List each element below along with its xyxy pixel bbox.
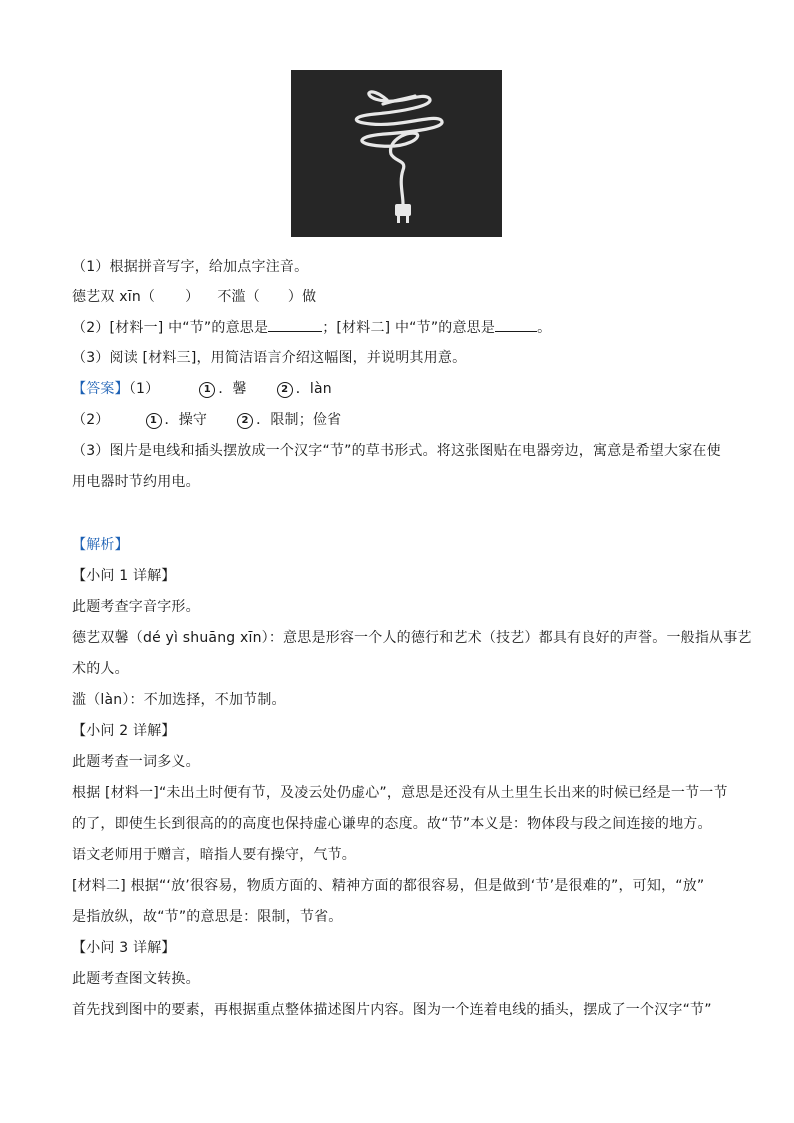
answer-3-line-1: （3）图片是电线和插头摆放成一个汉字“节”的草书形式。将这张图贴在电器旁边，寓意是希望大家在使	[72, 443, 721, 459]
analysis-text: [材料二] 根据“‘放’很容易，物质方面的、精神方面的都很容易，但是做到‘节’是很难的”，可知，“放”	[72, 878, 705, 894]
analysis-text: 德艺双馨（dé yì shuāng xīn）：意思是形容一个人的德行和艺术（技艺）都具有良好的声誉。一般指从事艺	[72, 630, 752, 646]
q1-item-2-prefix: 不滥（	[217, 289, 260, 305]
circled-number-2: 2	[277, 382, 293, 398]
q2-blank-2[interactable]	[495, 317, 537, 332]
analysis-text: 滥（làn）：不加选择，不加节制。	[72, 692, 286, 708]
analysis-text: 是指放纵，故“节”的意思是：限制，节省。	[72, 909, 343, 925]
analysis-label: 【解析】	[72, 537, 129, 553]
circled-number-1: 1	[146, 413, 162, 429]
answer-2-value-1: ．操守	[164, 412, 208, 428]
analysis-text: 此题考查一词多义。	[72, 754, 200, 770]
q1-item-2-suffix: ）做	[287, 289, 317, 305]
answer-line-2	[72, 410, 341, 430]
question-1-instruction: （1）根据拼音写字，给加点字注音。	[72, 259, 309, 275]
answer-1-value-2: ．làn	[295, 381, 332, 397]
sub-question-1-heading: 【小问 1 详解】	[72, 568, 176, 584]
cord-plug-calligraphy-image	[291, 70, 502, 237]
answer-3-line-2: 用电器时节约用电。	[72, 474, 200, 490]
answer-1-value-1: ．馨	[218, 381, 247, 397]
q2-part-1: （2）[材料一] 中“节”的意思是	[72, 320, 269, 336]
analysis-text: 此题考查字音字形。	[72, 599, 200, 615]
answer-2-number: （2）	[72, 412, 110, 428]
question-2	[72, 317, 551, 338]
sub-question-2-heading: 【小问 2 详解】	[72, 723, 176, 739]
q2-part-3: 。	[537, 320, 552, 336]
q1-item-1-suffix: ）	[185, 289, 200, 305]
question-3: （3）阅读 [材料三]，用简洁语言介绍这幅图，并说明其用意。	[72, 350, 467, 366]
answer-2-value-2: ．限制；俭省	[256, 412, 342, 428]
circled-number-1: 1	[199, 382, 215, 398]
analysis-text: 首先找到图中的要素，再根据重点整体描述图片内容。图为一个连着电线的插头，摆成了一个汉字“节”	[72, 1002, 712, 1018]
analysis-text: 术的人。	[72, 661, 129, 677]
analysis-text: 语文老师用于赠言，暗指人要有操守，气节。	[72, 847, 356, 863]
cord-plug-drawing	[291, 70, 502, 237]
q2-part-2: ；[材料二] 中“节”的意思是	[322, 320, 496, 336]
analysis-text: 此题考查图文转换。	[72, 971, 200, 987]
analysis-text: 根据 [材料一]“未出土时便有节，及凌云处仍虚心”，意思是还没有从土里生长出来的时候已经是一节一节	[72, 785, 728, 801]
analysis-text: 的了，即使生长到很高的的高度也保持虚心谦卑的态度。故“节”本义是：物体段与段之间连接的地方。	[72, 816, 712, 832]
answer-line-1	[72, 379, 332, 399]
answer-1-number: （1）	[128, 381, 160, 397]
sub-question-3-heading: 【小问 3 详解】	[72, 940, 176, 956]
answer-label: 【答案】	[72, 381, 129, 397]
circled-number-2: 2	[237, 413, 253, 429]
question-1-blanks	[72, 287, 316, 307]
q1-item-1-prefix: 德艺双 xīn（	[72, 289, 156, 305]
q2-blank-1[interactable]	[268, 317, 322, 332]
